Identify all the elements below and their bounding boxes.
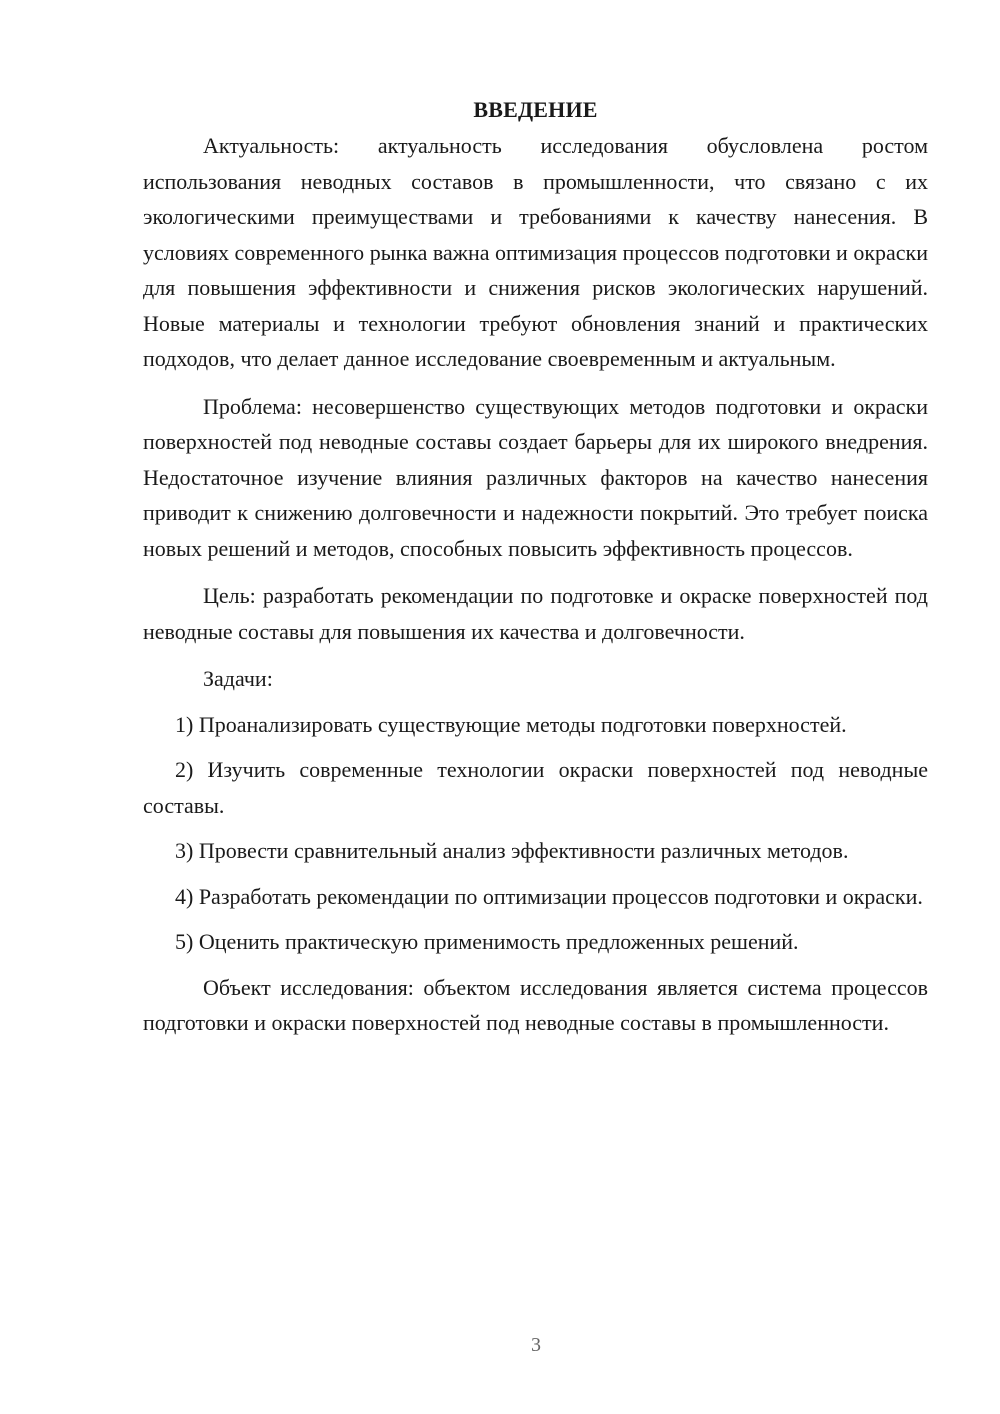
paragraph-problem: Проблема: несовершенство существующих методов подготовки и окраски поверхностей под неводные составы создает барьеры для их широкого внедрения. Недостаточное изучение влияния различных факторов на качество нанесения приводит к снижению долговечности и надежности покрытий. Это требует поиска новых решений и методов, способных повысить эффективность процессов. (143, 393, 928, 561)
task-item-4: 4) Разработать рекомендации по оптимизации процессов подготовки и окраски. (175, 883, 923, 909)
task-item-5: 5) Оценить практическую применимость предложенных решений. (175, 929, 799, 954)
task-item-2: 2) Изучить современные технологии окраски поверхностей под неводные составы. (143, 757, 928, 818)
page-number: 3 (531, 1334, 541, 1356)
tasks-heading: Задачи: (203, 666, 273, 691)
document-title: ВВЕДЕНИЕ (473, 97, 598, 122)
paragraph-object: Объект исследования: объектом исследования является система процессов подготовки и окраски поверхностей под неводные составы в промышленности. (143, 974, 928, 1035)
task-item-1: 1) Проанализировать существующие методы подготовки поверхностей. (175, 711, 847, 737)
document-page (143, 94, 928, 1053)
paragraph-goal: Цель: разработать рекомендации по подготовке и окраске поверхностей под неводные составы для повышения их качества и долговечности. (143, 583, 928, 644)
task-item-3: 3) Провести сравнительный анализ эффективности различных методов. (175, 838, 849, 863)
paragraph-relevance: Актуальность: актуальность исследования обусловлена ростом использования неводных составов в промышленности, что связано с их экологическими преимуществами и требованиями к качеству нанесения. В условиях современного рынка важна оптимизация процессов подготовки и окраски для повышения эффективности и снижения рисков экологических нарушений. Новые материалы и технологии требуют обновления знаний и практических подходов, что делает данное исследование своевременным и актуальным. (143, 133, 928, 371)
